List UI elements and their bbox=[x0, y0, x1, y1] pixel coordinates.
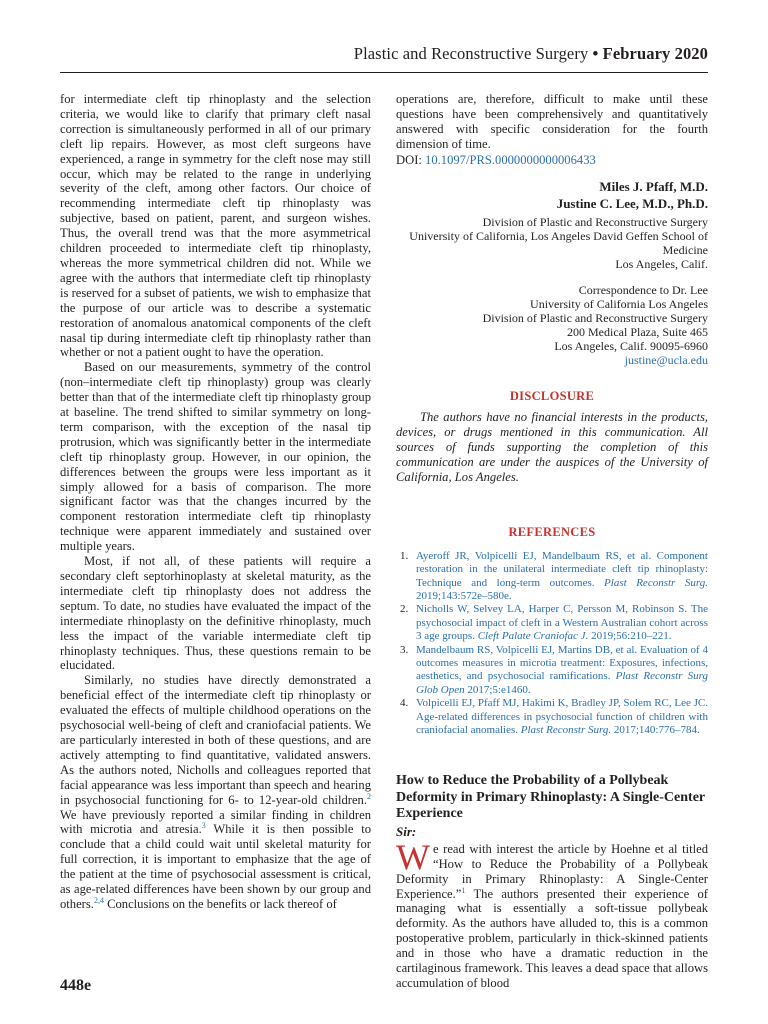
correspondence-block bbox=[396, 283, 708, 367]
paragraph-text: Conclusions on the benefits or lack thereof of bbox=[103, 896, 337, 911]
reference-item[interactable] bbox=[396, 697, 708, 737]
paragraph-text: We have previously reported a similar finding in children with microtia and atresia. bbox=[60, 807, 371, 837]
right-column bbox=[396, 92, 708, 991]
reference-text: Volpicelli EJ, Pfaff MJ, Hakimi K, Bradley JP, Solem RC, Lee JC. Age-related differences in psychosocial function of children with craniofacial anomalies. bbox=[416, 697, 708, 736]
citation-link[interactable]: 2,4 bbox=[93, 895, 104, 905]
reference-journal: Plast Reconstr Surg. bbox=[520, 723, 612, 736]
paragraph-text: While it is then possible to conclude that a child could wait until skeletal maturity for full correction, it is important to emphasize that the age of the patient at the time of psychosocial assessment is critical, as age-related differences have been shown by our group and others. bbox=[60, 822, 371, 911]
body-paragraph: for intermediate cleft tip rhinoplasty and the selection criteria, we would like to clarify that primary cleft nasal correction is simultaneously performed in all of our primary cleft lip repairs. However, as most cleft surgeons have experienced, a range in symmetry for the cleft nose may still occur, which may be related to the range in underlying severity of the cleft, among other factors. Our choice of recommending intermediate cleft tip rhinoplasty was subjective, based on patient, parent, and surgeon wishes. Thus, the overall trend was that the more asymmetrical children proceeded to intermediate cleft tip rhinoplasty, whereas the more symmetrical children did not. While we agree with the authors that intermediate cleft tip rhinoplasty is reserved for a subset of patients, we wish to emphasize that the purpose of our article was to describe a systematic restoration of anomalous anatomical components of the cleft nasal tip during intermediate cleft tip rhinoplasty rather than whether or not a patient ought to have the operation. bbox=[60, 92, 371, 360]
issue-date: February 2020 bbox=[602, 44, 708, 63]
affiliation-line: University of California, Los Angeles David Geffen School of bbox=[409, 229, 708, 244]
doi-label: DOI: bbox=[396, 152, 422, 167]
journal-name: Plastic and Reconstructive Surgery bbox=[353, 44, 589, 63]
left-column bbox=[60, 92, 371, 912]
affiliation-line: Medicine bbox=[662, 243, 708, 258]
correspondence-line: 200 Medical Plaza, Suite 465 bbox=[567, 325, 708, 340]
reference-text: Mandelbaum RS, Volpicelli EJ, Martins DB, et al. Evaluation of 4 outcomes measures in microtia treatment: Exposures, infections, aesthetics, and psychosocial ramifications. bbox=[416, 643, 708, 683]
reference-body bbox=[416, 697, 708, 737]
reference-text: Nicholls W, Selvey LA, Harper C, Persson M, Robinson S. The psychosocial impact of cleft in a Western Australian cohort across 3 age groups. bbox=[416, 603, 708, 643]
reference-journal: Plast Reconstr Surg Glob Open bbox=[416, 670, 708, 696]
reference-journal: Plast Reconstr Surg. bbox=[604, 576, 708, 589]
reference-number: 2. bbox=[400, 603, 409, 616]
letter-title: How to Reduce the Probability of a Pollybeak Deformity in Primary Rhinoplasty: A Single-Center Experience bbox=[396, 773, 705, 822]
reference-body bbox=[416, 603, 708, 643]
references-heading: REFERENCES bbox=[508, 524, 596, 539]
disclosure-heading: DISCLOSURE bbox=[509, 389, 595, 404]
correspondence-line: University of California Los Angeles bbox=[530, 297, 708, 312]
reference-citation: 2019;143:572e–580e. bbox=[416, 589, 512, 602]
author-name: Miles J. Pfaff, M.D. bbox=[599, 178, 708, 194]
citation-link[interactable]: 2 bbox=[367, 791, 371, 801]
reference-citation: 2017;140:776–784. bbox=[611, 723, 700, 736]
email-link[interactable]: justine@ucla.edu bbox=[624, 353, 708, 368]
disclosure-text: The authors have no financial interests in the products, devices, or drugs mentioned in this communication. All sources of funds supporting the completion of this communication are under the auspices of the University of California, Los Angeles. bbox=[396, 410, 708, 484]
correspondence-line: Correspondence to Dr. Lee bbox=[578, 283, 708, 298]
doi-line bbox=[396, 153, 708, 168]
reference-text: Ayeroff JR, Volpicelli EJ, Mandelbaum RS, et al. Component restoration in the unilateral intermediate cleft tip rhinoplasty: Technique and long-term outcomes. bbox=[416, 549, 708, 589]
reference-number: 3. bbox=[400, 643, 409, 656]
reference-body bbox=[416, 644, 708, 698]
citation-link[interactable]: 1 bbox=[461, 885, 466, 895]
reference-number: 4. bbox=[400, 697, 409, 710]
author-name: Justine C. Lee, M.D., Ph.D. bbox=[556, 196, 708, 212]
reference-citation: 2019;56:210–221. bbox=[588, 630, 672, 643]
citation-link[interactable]: 3 bbox=[201, 821, 206, 831]
reference-item[interactable] bbox=[396, 550, 708, 604]
author-block bbox=[396, 180, 708, 272]
doi-link[interactable]: 10.1097/PRS.0000000000006433 bbox=[425, 152, 596, 167]
affiliation-line: Division of Plastic and Reconstructive Surgery bbox=[482, 215, 708, 230]
reference-item[interactable] bbox=[396, 603, 708, 643]
reference-journal: Cleft Palate Craniofac J. bbox=[477, 630, 589, 643]
paragraph-text: e read with interest the article by Hoehne et al titled “How to Reduce the Probability of a Pollybeak Deformity in Primary Rhinoplasty: A Single-Center Experience.” bbox=[396, 841, 708, 901]
reference-body bbox=[416, 550, 708, 604]
page-number: 448e bbox=[60, 977, 92, 994]
correspondence-line: Los Angeles, Calif. 90095-6960 bbox=[554, 339, 708, 354]
reference-item[interactable] bbox=[396, 644, 708, 698]
reference-number: 1. bbox=[400, 549, 409, 562]
paragraph-text: The authors presented their experience of managing what is essentially a soft-tissue pollybeak deformity. As the authors have alluded to, this is a common postoperative problem, particularly in thick-skinned patients and in those who have a dramatic reduction in the cartilaginous framework. This leaves a dead space that allows accumulation of blood bbox=[396, 886, 708, 990]
correspondence-line: Division of Plastic and Reconstructive Surgery bbox=[482, 311, 708, 326]
reference-list bbox=[396, 550, 708, 738]
body-paragraph: operations are, therefore, difficult to make until these questions have been comprehensively and quantitatively answered with specific consideration for the fourth dimension of time. bbox=[396, 92, 708, 151]
header-bullet: • bbox=[592, 44, 599, 63]
affiliation-line: Los Angeles, Calif. bbox=[615, 257, 708, 272]
body-paragraph bbox=[60, 673, 371, 912]
running-head bbox=[354, 44, 708, 64]
reference-citation: 2017;5:e1460. bbox=[464, 683, 531, 696]
letter-paragraph bbox=[396, 836, 708, 991]
body-paragraph: Most, if not all, of these patients will require a secondary cleft septorhinoplasty at skeletal maturity, as the intermediate cleft tip rhinoplasty does not address the septum. To date, no studies have evaluated the impact of the intermediate rhinoplasty on the definitive rhinoplasty, much less the impact of the variable intermediate cleft tip rhinoplasty techniques. Thus, these questions remain to be elucidated. bbox=[60, 554, 371, 673]
drop-cap: W bbox=[396, 836, 430, 877]
body-paragraph: Based on our measurements, symmetry of the control (non–intermediate cleft tip rhinoplasty) group was clearly better than that of the intermediate cleft tip rhinoplasty group at baseline. The trend shifted to similar symmetry on long-term comparison, with the exception of the nasal tip protrusion, which was significantly better in the intermediate cleft tip rhinoplasty group. However, in our opinion, the differences between the groups were less important as it simply allowed for a basis of comparison. The more significant factor was that the changes incurred by the component restoration intermediate cleft tip rhinoplasty technique were apparent immediately and sustained over multiple years. bbox=[60, 360, 371, 554]
header-rule bbox=[60, 72, 708, 73]
paragraph-text: Similarly, no studies have directly demonstrated a beneficial effect of the intermediate cleft tip rhinoplasty or evaluated the effects of multiple childhood operations on the psychosocial well-being of cleft and craniofacial patients. We are particularly interested in both of these questions, and are actively attempting to find quantitative, validated answers. As the authors noted, Nicholls and colleagues reported that facial appearance was less important than speech and hearing in psychosocial functioning for 6- to 12-year-old children. bbox=[60, 673, 371, 807]
salutation: Sir: bbox=[396, 823, 417, 839]
